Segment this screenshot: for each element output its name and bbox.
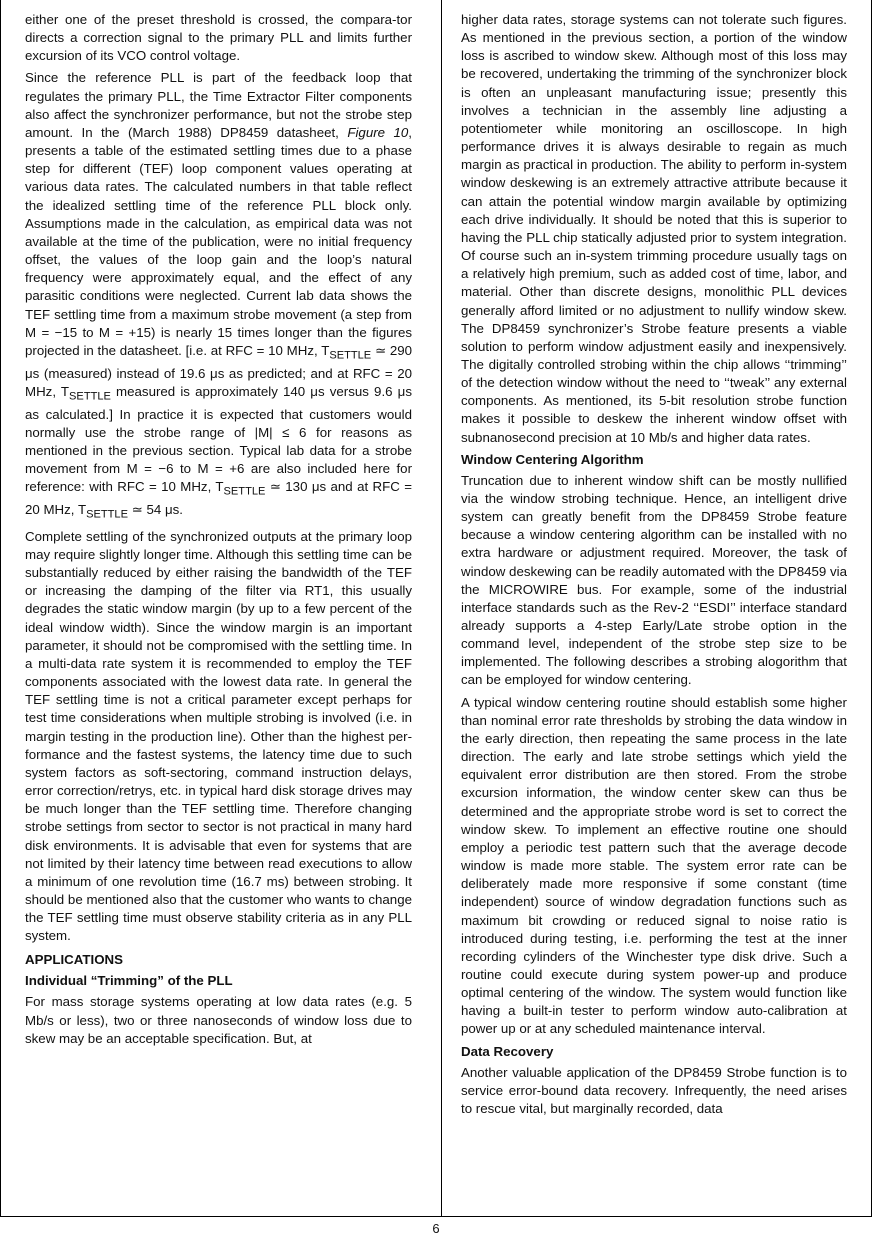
text-run: ≃ 290 μs (measured) instead of 19.6 μs as predicted; and at RFC = 20 MHz, T — [25, 342, 412, 399]
column-divider — [441, 0, 442, 1216]
subscript-settle: SETTLE — [86, 508, 128, 521]
left-column — [25, 11, 412, 1052]
paragraph-reference-pll — [25, 69, 412, 523]
subscript-settle: SETTLE — [329, 349, 372, 362]
heading-window-centering: Window Centering Algorithm — [461, 451, 644, 467]
subscript-settle: SETTLE — [223, 485, 266, 498]
paragraph-mass-storage: For mass storage systems operating at low data rates (e.g. 5 Mb/s or less), two or three nanoseconds of window loss due to skew may be an acceptable specification. But, at — [25, 994, 412, 1046]
paragraph-centering-routine: A typical window centering routine should establish some higher than nominal error rate thresholds by strobing the data window in the early direction, then repeating the same process in the late direction. The early and late strobe settings which yield the equivalent error distribution are then stored. From the strobe excursion information, the window center skew can thus be determined and the appropriate strobe word is set to correct the window skew. To implement an effective routine one should employ a periodic test pattern such that the average decode window is made more stable. The system error rate can be deliberately made more responsive if some constant (time independent) source of window degradation functions such as maximum bit crowding or reduced signal to noise ratio is introduced during testing, i.e. performing the test at the inner recording cylinders of the Winchester type disk drive. Such a routine could execute during system power-up and produce optimal centering of the window. The system would function like having a built-in tester to perform window auto-calibration at power up or at any scheduled maintenance interval. — [461, 694, 847, 1037]
text-run: Since the reference PLL is part of the feedback loop that regulates the primary PLL, the Time Extractor Filter components also affect the synchronizer performance, but not the strobe step amount. In the (March 1988) DP8459 datasheet, — [25, 70, 412, 140]
heading-applications: APPLICATIONS — [25, 952, 124, 968]
paragraph-comparator: either one of the preset threshold is crossed, the compara-tor directs a correction signal to the primary PLL and limits further excursion of its VCO control voltage. — [25, 12, 412, 64]
text-run: ≃ 130 μs and at RFC = 20 MHz, T — [25, 479, 412, 518]
figure-reference: Figure 10 — [347, 124, 409, 140]
right-column — [461, 11, 847, 1122]
text-run: ≃ 54 μs. — [127, 502, 183, 518]
paragraph-data-recovery: Another valuable application of the DP8459 Strobe function is to service error-bound data recovery. Infrequently, the need arises to rescue vital, but marginally recorded, data — [461, 1064, 847, 1116]
subscript-settle: SETTLE — [69, 390, 111, 403]
paragraph-complete-settling: Complete settling of the synchronized outputs at the primary loop may require slightly longer time. Although this settling time can be substantially reduced by either raising the bandwidth of the TEF or increasing the damping of the filter via RT1, this usually degrades the static window margin (by up to a few percent of the ideal window width). Since the window margin is an important parameter, it should not be compromised with the settling time. In a multi-data rate system it is recommended to employ the TEF components associated with the lowest data rate. In general the TEF settling time is not a critical parameter except perhaps for test time considerations when multiple strobing is involved (i.e. in margin testing in the production line). Other than the highest performance and the fastest systems, the latency time due to such system factors as soft-sectoring, command instruction delays, error correction/retrys, etc. in typical hard disk storage drives may be much longer than the TEF settling time. Therefore changing strobe settings from sector to sector is not practical in many hard disk environments. It is advisable that even for systems that are not limited by their latency time between read executions to allow a minimum of one revolution time (16.7 ms) between strobing. It should be mentioned also that the customer who wants to change the TEF settling time must observe stability criteria as in any PLL system. — [25, 528, 412, 944]
page-number: 6 — [432, 1221, 440, 1236]
paragraph-truncation: Truncation due to inherent window shift can be mostly nullified via the window strobing technique. Hence, an intelligent drive system can greatly benefit from the DP8459 Strobe feature because a window centering algorithm can be installed with no extra hardware or adjustment required. Moreover, the task of window deskewing can be readily automated with the DP8459 via the MICROWIRE bus. For example, some of the industrial interface standards such as the Rev-2 ‘‘ESDI’’ interface standard already supports a 4-step Early/Late strobe option in the command level, independent of the strobe step size to be implemented. The following describes a strobing alogorithm that can be employed for window centering. — [461, 472, 847, 688]
text-run: measured is approximately 140 μs versus 9.6 μs as calculated.] In practice it is expected that customers would normally use the strobe range of |M| ≤ 6 for reasons as mentioned in the previous section. Typical lab data for a strobe movement from M = −6 to M = +6 are also included here for reference: with RFC = 10 MHz, T — [25, 383, 412, 495]
text-run: , presents a table of the estimated settling times due to a phase step for different (TEF) loop component values operating at various data rates. The calculated numbers in that table reflect the idealized settling time of the reference PLL block only. Assumptions made in the calculation, as empirical data was not available at the time of the publication, were no initial frequency offset, the values of the loop gain and the loop’s natural frequency were approximately equal, and the effect of any parasitic conditions were neglected. Current lab data shows the TEF settling time from a maximum strobe movement (a step from M = −15 to M = +15) is nearly 15 times longer than the figures projected in the datasheet. [i.e. at RFC = 10 MHz, T — [25, 124, 412, 358]
heading-data-recovery: Data Recovery — [461, 1043, 554, 1059]
heading-individual-trimming: Individual “Trimming” of the PLL — [25, 973, 233, 989]
paragraph-higher-data-rates: higher data rates, storage systems can not tolerate such figures. As mentioned in the previous section, a portion of the window loss is ascribed to window skew. Although most of this loss may be recovered, undertaking the trimming of the synchronizer block is often an unpleasant manufacturing issue; presently this involves a technician in the assembly line adjusting a potentiometer while monitoring an oscilloscope. In high performance drives it is always desirable to regain as much margin as practical in production. The ability to perform in-system window deskewing is an extremely attractive attribute because it can attain the potential window margin available by optimizing each drive individually. It should be noted that this is superior to having the PLL chip statically adjusted prior to system integration. Of course such an in-system trimming procedure usually tags on a relatively high premium, such as added cost of time, labor, and material. Other than discrete designs, monolithic PLL devices generally afford limited or no adjustment to nullify window skew. The DP8459 synchronizer’s Strobe feature presents a viable solution to perform window adjustment easily and inexpensively. The digitally controlled strobing within the chip allows ‘‘trimming’’ of the detection window without the need to ‘‘tweak’’ any external components. As mentioned, its 5-bit resolution strobe function makes it possible to deskew the inherent window offset with subnanosecond precision at 10 Mb/s and higher data rates. — [461, 12, 847, 445]
